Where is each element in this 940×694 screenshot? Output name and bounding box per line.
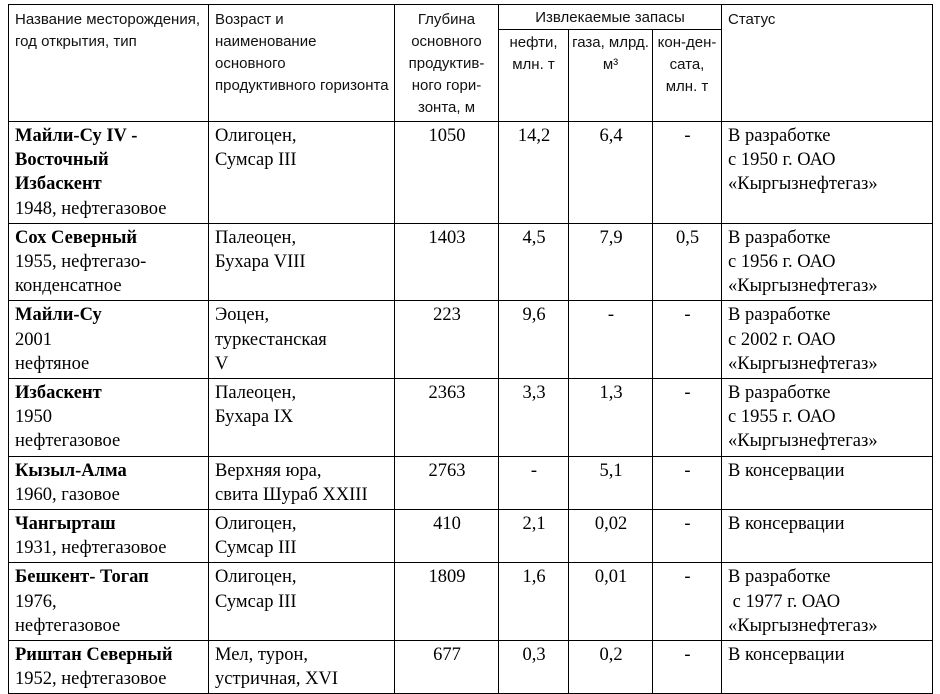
field-year-type-line: нефтегазовое (15, 431, 121, 452)
field-year-type-line: 1948, нефтегазовое (15, 198, 167, 219)
status-line: «Кыргызнефтегаз» (728, 174, 878, 195)
horizon-age-cell (209, 223, 395, 301)
horizon-age-line: Верхняя юра, (215, 460, 322, 481)
gas-reserves-cell: 6,4 (569, 122, 653, 224)
oil-reserves-cell: 2,1 (499, 510, 569, 563)
header-oil (499, 30, 569, 122)
table-row (9, 641, 933, 694)
field-name-line: Избаскент (15, 174, 102, 195)
header-row-top (9, 5, 933, 30)
field-name-cell (9, 510, 209, 563)
horizon-age-line: свита Шураб XXIII (215, 484, 368, 505)
field-name-cell (9, 122, 209, 224)
horizon-age-line: Эоцен, (215, 305, 270, 326)
field-name-cell (9, 456, 209, 509)
status-cell (722, 641, 933, 694)
header-status (722, 5, 933, 122)
oil-reserves-cell: 0,3 (499, 641, 569, 694)
status-cell (722, 379, 933, 457)
field-name-cell (9, 379, 209, 457)
condensate-reserves-cell: - (653, 641, 722, 694)
header-condensate-text: кон-ден-сата, млн. т (657, 34, 717, 96)
header-condensate (653, 30, 722, 122)
condensate-reserves-cell: - (653, 379, 722, 457)
horizon-age-cell (209, 641, 395, 694)
oil-reserves-cell: 3,3 (499, 379, 569, 457)
table-row (9, 563, 933, 641)
status-cell (722, 223, 933, 301)
oil-reserves-cell: 4,5 (499, 223, 569, 301)
header-reserves-text: Извлекаемые запасы (535, 9, 685, 26)
depth-cell: 223 (395, 301, 499, 379)
status-line: В разработке (728, 227, 831, 248)
field-name-cell (9, 641, 209, 694)
field-year-type-line: 1952, нефтегазовое (15, 669, 167, 690)
status-cell (722, 510, 933, 563)
header-age (209, 5, 395, 122)
status-line: В разработке (728, 567, 831, 588)
field-name-line: Восточный (15, 150, 109, 171)
gas-reserves-cell: 0,02 (569, 510, 653, 563)
condensate-reserves-cell: - (653, 456, 722, 509)
table-row (9, 379, 933, 457)
horizon-age-line: Бухара VIII (215, 252, 306, 273)
condensate-reserves-cell: - (653, 122, 722, 224)
status-line: с 2002 г. ОАО (728, 329, 836, 350)
field-name-cell (9, 223, 209, 301)
depth-cell: 1809 (395, 563, 499, 641)
horizon-age-line: туркестанская (215, 329, 327, 350)
field-name-line: Кызыл-Алма (15, 460, 127, 481)
oil-reserves-cell: 9,6 (499, 301, 569, 379)
horizon-age-line: Сумсар III (215, 538, 297, 559)
horizon-age-line: Палеоцен, (215, 227, 297, 248)
field-name-cell (9, 301, 209, 379)
gas-reserves-cell: 5,1 (569, 456, 653, 509)
depth-cell: 677 (395, 641, 499, 694)
field-name-line: Майли-Су (15, 305, 102, 326)
field-year-type-line: 1931, нефтегазовое (15, 538, 167, 559)
horizon-age-cell (209, 510, 395, 563)
status-line: В консервации (728, 645, 845, 666)
horizon-age-line: V (215, 353, 229, 374)
horizon-age-cell (209, 122, 395, 224)
oil-reserves-cell: - (499, 456, 569, 509)
header-depth-text: Глубина основного продуктив-ного гори-зонта, м (408, 11, 485, 116)
status-cell (722, 122, 933, 224)
depth-cell: 2763 (395, 456, 499, 509)
table-row (9, 456, 933, 509)
table-row (9, 122, 933, 224)
header-reserves (499, 5, 722, 30)
field-name-line: Риштан Северный (15, 645, 173, 666)
field-name-line: Сох Северный (15, 227, 138, 248)
table-body (9, 122, 933, 694)
depth-cell: 2363 (395, 379, 499, 457)
horizon-age-line: Бухара IX (215, 407, 294, 428)
field-name-line: Майли-Су IV - (15, 126, 138, 146)
depth-cell: 410 (395, 510, 499, 563)
reserves-table-container (8, 4, 933, 694)
horizon-age-cell (209, 379, 395, 457)
header-name (9, 5, 209, 122)
status-line: «Кыргызнефтегаз» (728, 353, 878, 374)
field-year-type-line: 1960, газовое (15, 484, 120, 505)
condensate-reserves-cell: 0,5 (653, 223, 722, 301)
oil-reserves-cell: 1,6 (499, 563, 569, 641)
field-name-line: Бешкент- Тогап (15, 567, 149, 588)
status-line: В разработке (728, 126, 831, 146)
status-line: «Кыргызнефтегаз» (728, 431, 878, 452)
status-line: В консервации (728, 460, 845, 481)
status-line: с 1956 г. ОАО (728, 252, 836, 273)
table-row (9, 510, 933, 563)
status-cell (722, 301, 933, 379)
status-line: с 1955 г. ОАО (728, 407, 836, 428)
field-year-type-line: 1955, нефтегазо- (15, 252, 147, 273)
header-gas (569, 30, 653, 122)
oil-reserves-cell: 14,2 (499, 122, 569, 224)
gas-reserves-cell: - (569, 301, 653, 379)
gas-reserves-cell: 7,9 (569, 223, 653, 301)
horizon-age-line: Сумсар III (215, 591, 297, 612)
field-year-type-line: 1976, (15, 591, 57, 612)
field-name-cell (9, 563, 209, 641)
gas-reserves-cell: 0,2 (569, 641, 653, 694)
horizon-age-cell (209, 301, 395, 379)
status-line: В разработке (728, 383, 831, 404)
header-status-text: Статус (728, 11, 776, 28)
horizon-age-line: Палеоцен, (215, 383, 297, 404)
oil-gas-fields-table (8, 4, 933, 694)
field-year-type-line: нефтяное (15, 353, 90, 374)
status-line: «Кыргызнефтегаз» (728, 276, 878, 297)
gas-reserves-cell: 1,3 (569, 379, 653, 457)
status-line: с 1950 г. ОАО (728, 150, 836, 171)
condensate-reserves-cell: - (653, 301, 722, 379)
field-name-line: Чангырташ (15, 514, 116, 535)
horizon-age-line: Олигоцен, (215, 126, 297, 146)
status-cell (722, 563, 933, 641)
condensate-reserves-cell: - (653, 510, 722, 563)
horizon-age-line: Мел, турон, (215, 645, 309, 666)
field-year-type-line: 1950 (15, 407, 52, 428)
field-year-type-line: нефтегазовое (15, 615, 121, 636)
horizon-age-line: Олигоцен, (215, 567, 297, 588)
depth-cell: 1050 (395, 122, 499, 224)
header-gas-text: газа, млрд. м³ (572, 34, 649, 74)
status-line: «Кыргызнефтегаз» (728, 615, 878, 636)
horizon-age-line: устричная, XVI (215, 669, 338, 690)
status-line: с 1977 г. ОАО (728, 591, 841, 612)
status-line: В консервации (728, 514, 845, 535)
depth-cell: 1403 (395, 223, 499, 301)
horizon-age-cell (209, 456, 395, 509)
header-age-text: Возраст и наименование основного продуктивного горизонта (215, 11, 389, 94)
horizon-age-cell (209, 563, 395, 641)
field-name-line: Избаскент (15, 383, 102, 404)
field-year-type-line: 2001 (15, 329, 52, 350)
header-depth (395, 5, 499, 122)
field-year-type-line: конденсатное (15, 276, 122, 297)
gas-reserves-cell: 0,01 (569, 563, 653, 641)
header-oil-text: нефти, млн. т (509, 34, 558, 74)
status-line: В разработке (728, 305, 831, 326)
table-row (9, 301, 933, 379)
horizon-age-line: Сумсар III (215, 150, 297, 171)
header-name-text: Название месторождения, год открытия, тип (15, 11, 200, 50)
horizon-age-line: Олигоцен, (215, 514, 297, 535)
condensate-reserves-cell: - (653, 563, 722, 641)
table-row (9, 223, 933, 301)
status-cell (722, 456, 933, 509)
